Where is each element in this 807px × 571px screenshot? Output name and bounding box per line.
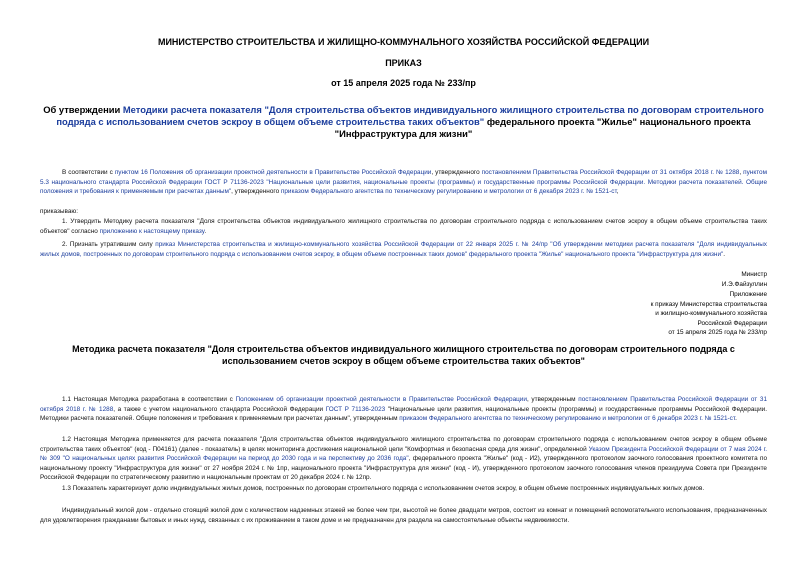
item-1-end: . — [204, 227, 207, 235]
link-government-decree-1288[interactable]: постановлением Правительства Российской Федерации от 31 октября 2018 г. № 1288 — [481, 169, 740, 176]
method-paragraph-definition: Индивидуальный жилой дом - отдельно стоящий жилой дом с количеством надземных этажей не более чем три, высотой не более двадцати метров, состоит из комнат и помещений вспомогательного использования, предназначенных для удовлетворения гражданами бытовых и иных нужд, связанных с их проживанием в таком доме и не предназначен для раздела на самостоятельные объекты недвижимости. — [40, 507, 767, 524]
item-2-end: . — [723, 250, 726, 258]
appendix-line-5: от 15 апреля 2025 года № 233/пр — [668, 329, 767, 337]
p12-text-2: , федерального проекта "Жилье" (код - И2), утвержденного протоколом заочного голосования проектного комитета по национальному проекту "Инфраструктура для жизни" от 27 ноября 2024 г. № 1пр, национального проекта "Инфраструктура для жизни" (код - И), утвержденного протоколом заочного голосования членов президиума Совета при Президенте Российской Федерации по стратегическому развитию и национальным проектам от 20 декабря 2024 г. № 12пр. — [40, 455, 767, 482]
p11-text-5: . — [735, 415, 737, 423]
appendix-line-4: Российской Федерации — [697, 319, 767, 327]
document-date-number: от 15 апреля 2025 года № 233/пр — [331, 78, 476, 88]
p11-text-1: 1.1 Настоящая Методика разработана в соответствии с — [62, 396, 236, 403]
document-type: ПРИКАЗ — [385, 58, 422, 68]
preamble-paragraph — [40, 168, 767, 197]
preamble-text-3: , — [739, 169, 744, 176]
ministry-heading: МИНИСТЕРСТВО СТРОИТЕЛЬСТВА И ЖИЛИЩНО-КОММУНАЛЬНОГО ХОЗЯЙСТВА РОССИЙСКОЙ ФЕДЕРАЦИИ — [157, 37, 650, 47]
method-paragraph-1-3: 1.3 Показатель характеризует долю индивидуальных жилых домов, построенных по договорам строительного подряда с использованием счетов эскроу, в общем объеме построенных индивидуальных жилых домов. — [62, 485, 705, 492]
preamble-text-5: , — [616, 188, 619, 196]
appendix-line-3: и жилищно-коммунального хозяйства — [655, 310, 767, 318]
preamble-text-2: , утвержденного — [431, 169, 482, 176]
order-item-2 — [40, 240, 767, 259]
item-2-text: 2. Признать утратившим силу — [62, 241, 156, 248]
link-gost[interactable]: ГОСТ Р 71136-2023 — [325, 405, 386, 413]
link-decree-1288[interactable]: постановлением Правительства Российской Федерации от 31 октября 2018 г. № 1288 — [40, 396, 768, 413]
preamble-text-4: , утвержденного — [231, 188, 281, 196]
appendix-header — [440, 290, 767, 338]
link-order-24-pr[interactable]: приказ Министерства строительства и жилищно-коммунального хозяйства Российской Федерации от 22 января 2025 г. № 24/пр "Об утверждении методики расчета показателя "Доля индивидуальных жилых домов, построенных по договорам строительного подряда с использованием счетов эскроу, в общем объеме построенных таких домов" федерального проекта "Жилье" национального проекта "Инфраструктура для жизни" — [40, 241, 767, 258]
link-project-regulation[interactable]: Положением об организации проектной деятельности в Правительстве Российской Федерации — [235, 396, 527, 403]
signature-name: И.Э.Файзуллин — [721, 280, 767, 288]
title-prefix: Об утверждении — [43, 104, 123, 115]
appendix-line-2: к приказу Министерства строительства — [650, 300, 767, 308]
link-appendix[interactable]: приложению к настоящему приказу — [99, 227, 205, 235]
method-paragraph-1-1 — [40, 395, 767, 424]
link-rosstandart-order[interactable]: приказом Федерального агентства по техническому регулированию и метрологии от 6 декабря 2023 г. № 1521-ст — [399, 415, 736, 423]
item-1-text: 1. Утвердить Методику расчета показателя "Доля строительства объектов индивидуального жилищного строительства по договорам строительного подряда с использованием счетов эскроу в общем объеме строительства таких объектов" согласно — [40, 218, 767, 235]
order-item-1 — [40, 217, 767, 236]
preamble-text-1: В соответствии с — [62, 169, 115, 176]
p11-text-3: , а также с учетом национального стандарта Российской Федерации — [113, 405, 326, 413]
method-paragraph-1-2 — [40, 435, 767, 483]
title-suffix: федерального проекта "Жилье" национального проекта "Инфраструктура для жизни" — [334, 116, 751, 139]
signature-role: Министр — [741, 271, 767, 278]
title-method-link[interactable]: Методики расчета показателя "Доля строительства объектов индивидуального жилищного строительства по договорам строительного подряда с использованием счетов эскроу в общем объеме строительства таких объектов" — [56, 104, 764, 127]
order-title — [30, 104, 777, 140]
p12-text-1: 1.2 Настоящая Методика применяется для расчета показателя "Доля строительства объектов индивидуального жилищного строительства по договорам строительного подряда с использованием счетов эскроу в общем объеме строительства таких объектов" (код - П04161) (далее - показатель) в целях мониторинга достижения национальной цели "Комфортная и безопасная среда для жизни", определенной — [40, 436, 767, 453]
link-gost-71136-2023[interactable]: пунктом 5.3 национального стандарта Российской Федерации ГОСТ Р 71136-2023 "Национальные цели развития, национальные проекты (программы) и государственные программы Российской Федерации. Методики расчета показателей. Общие положения и требования к применяемым при расчетах данным" — [40, 169, 767, 196]
link-rosstandart-order-1521[interactable]: приказом Федерального агентства по техническому регулированию и метрологии от 6 декабря 2023 г. № 1521-ст — [280, 188, 617, 196]
p11-text-4: "Национальные цели развития, национальные проекты (программы) и государственные программы Российской Федерации. Методики расчета показателей. Общие положения и требования к применяемым при расчетах данным", утвержденным — [40, 405, 767, 423]
order-word: приказываю: — [40, 208, 78, 215]
link-regulation-point-16[interactable]: пунктом 16 Положения об организации проектной деятельности в Правительстве Российской Федерации — [114, 169, 432, 176]
p11-text-2: , утвержденным — [526, 396, 579, 403]
appendix-line-1: Приложение — [729, 291, 767, 298]
link-presidential-decree-309[interactable]: Указом Президента Российской Федерации от 7 мая 2024 г. № 309 "О национальных целях развития Российской Федерации на период до 2030 года и на перспективу до 2036 года" — [40, 445, 767, 463]
signature-block — [440, 270, 767, 289]
method-title: Методика расчета показателя "Доля строительства объектов индивидуального жилищного строительства по договорам строительного подряда с использованием счетов эскроу в общем объеме строительства таких объектов" — [72, 344, 735, 366]
